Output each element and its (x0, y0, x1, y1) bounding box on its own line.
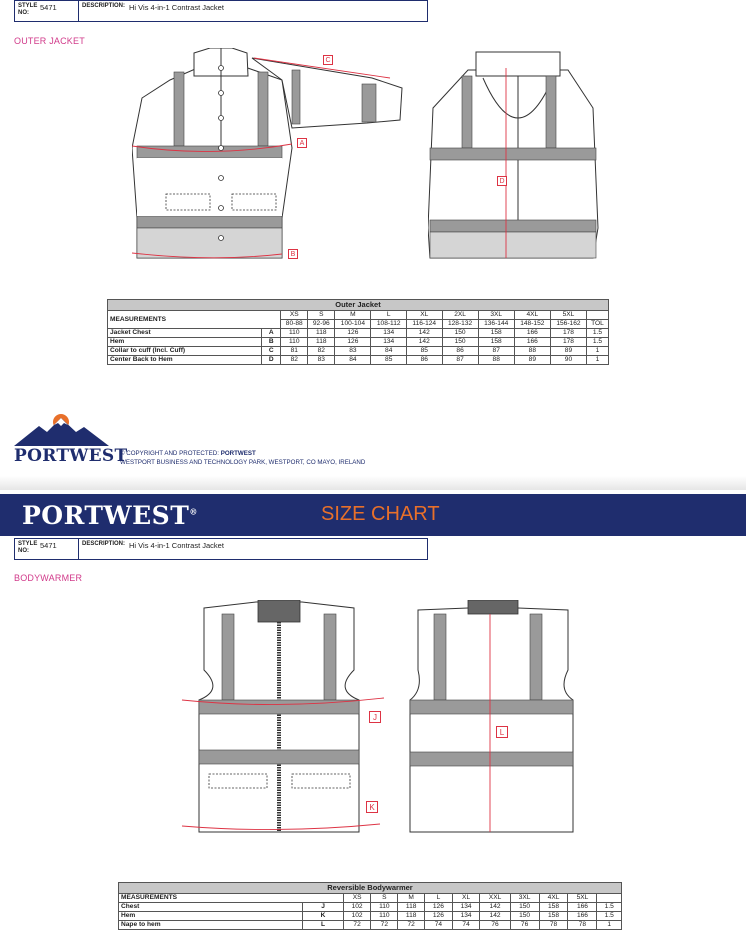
cell: 74 (452, 921, 480, 930)
dim-label-j: J (369, 711, 381, 723)
cell: 142 (480, 912, 510, 921)
outer-jacket-back-diagram (428, 48, 608, 268)
outer-range: 136-144 (478, 320, 514, 329)
outer-range: 148-152 (514, 320, 550, 329)
cell: 166 (568, 903, 597, 912)
cell: 72 (398, 921, 425, 930)
cell: 134 (371, 329, 407, 338)
cell: 126 (335, 338, 371, 347)
tol-cell: 1.5 (587, 338, 609, 347)
row-code: B (262, 338, 281, 347)
portwest-logo-text: PORTWEST (14, 446, 128, 466)
tol-cell: 1 (597, 921, 622, 930)
cell: 158 (539, 903, 568, 912)
cell: 166 (514, 338, 550, 347)
cell: 134 (371, 338, 407, 347)
style-no-label: STYLE NO: (18, 3, 38, 16)
table-row (119, 912, 622, 921)
row-code: L (303, 921, 343, 930)
cell: 90 (550, 356, 586, 365)
outer-range: 80-88 (281, 320, 308, 329)
table-row (119, 903, 622, 912)
cell: 74 (425, 921, 453, 930)
cell: 78 (568, 921, 597, 930)
cell: 158 (539, 912, 568, 921)
body-size-header: 4XL (539, 894, 568, 903)
body-size-header: L (425, 894, 453, 903)
cell: 72 (343, 921, 371, 930)
cell: 76 (480, 921, 510, 930)
cell: 88 (478, 356, 514, 365)
outer-meas-label: MEASUREMENTS (108, 311, 281, 329)
body-table-caption: Reversible Bodywarmer (119, 883, 622, 894)
outer-jacket-front-diagram (132, 48, 422, 268)
tol-cell: 1.5 (597, 912, 622, 921)
outer-size-header: L (371, 311, 407, 320)
row-label: Hem (119, 912, 303, 921)
dim-label-k: K (366, 801, 378, 813)
description-label: DESCRIPTION: (82, 541, 126, 547)
tol-cell: 1 (587, 356, 609, 365)
cell: 142 (406, 338, 442, 347)
table-row (108, 329, 609, 338)
cell: 110 (281, 338, 308, 347)
cell: 102 (343, 912, 371, 921)
cell: 110 (371, 912, 398, 921)
cell: 166 (514, 329, 550, 338)
body-size-header: 3XL (510, 894, 539, 903)
row-code: K (303, 912, 343, 921)
outer-size-header: 2XL (442, 311, 478, 320)
outer-range: 92-96 (308, 320, 335, 329)
cell: 102 (343, 903, 371, 912)
outer-size-header: 5XL (550, 311, 586, 320)
tol-cell: 1.5 (587, 329, 609, 338)
body-size-header: XS (343, 894, 371, 903)
outer-jacket-size-table (107, 299, 609, 365)
cell: 81 (281, 347, 308, 356)
dim-label-b: B (288, 249, 298, 259)
cell: 158 (478, 338, 514, 347)
tol-cell: 1 (587, 347, 609, 356)
cell: 82 (308, 347, 335, 356)
style-no-value: 5471 (40, 541, 57, 550)
cell: 85 (371, 356, 407, 365)
bodywarmer-back-diagram (408, 600, 578, 840)
row-label: Jacket Chest (108, 329, 262, 338)
cell: 84 (371, 347, 407, 356)
style-no-value: 5471 (40, 3, 57, 12)
cell: 166 (568, 912, 597, 921)
cell: 150 (442, 329, 478, 338)
cell: 118 (398, 903, 425, 912)
cell: 158 (478, 329, 514, 338)
cell: 85 (406, 347, 442, 356)
dim-label-a: A (297, 138, 307, 148)
table-row (108, 338, 609, 347)
row-label: Nape to hem (119, 921, 303, 930)
cell: 78 (539, 921, 568, 930)
outer-jacket-heading: OUTER JACKET (14, 36, 85, 46)
cell: 76 (510, 921, 539, 930)
cell: 87 (442, 356, 478, 365)
outer-size-header: M (335, 311, 371, 320)
row-label: Collar to cuff (Incl. Cuff) (108, 347, 262, 356)
banner-title: SIZE CHART (321, 503, 440, 525)
cell: 110 (281, 329, 308, 338)
cell: 150 (510, 912, 539, 921)
outer-size-header: XL (406, 311, 442, 320)
outer-size-header: S (308, 311, 335, 320)
cell: 86 (442, 347, 478, 356)
description-cell (79, 539, 427, 559)
description-cell (79, 1, 427, 21)
style-no-cell (15, 1, 79, 21)
outer-tol-label: TOL (587, 320, 609, 329)
row-code: C (262, 347, 281, 356)
cell: 142 (480, 903, 510, 912)
copyright-prefix: © COPYRIGHT AND PROTECTED: (120, 450, 219, 457)
outer-table-caption: Outer Jacket (108, 300, 609, 311)
body-meas-label: MEASUREMENTS (119, 894, 344, 903)
cell: 126 (425, 903, 453, 912)
cell: 126 (425, 912, 453, 921)
banner-brand-text: PORTWEST (22, 501, 190, 530)
company-address: WESTPORT BUSINESS AND TECHNOLOGY PARK, WESTPORT, CO MAYO, IRELAND (120, 459, 366, 466)
dim-label-l: L (496, 726, 508, 738)
cell: 87 (478, 347, 514, 356)
body-size-header: S (371, 894, 398, 903)
cell: 84 (335, 356, 371, 365)
cell: 83 (335, 347, 371, 356)
cell: 88 (514, 347, 550, 356)
body-size-header: XL (452, 894, 480, 903)
outer-range: 100-104 (335, 320, 371, 329)
page-divider (0, 476, 746, 490)
cell: 150 (442, 338, 478, 347)
bodywarmer-heading: BODYWARMER (14, 573, 83, 583)
cell: 89 (550, 347, 586, 356)
outer-range: 108-112 (371, 320, 407, 329)
dim-label-c: C (323, 55, 333, 65)
cell: 126 (335, 329, 371, 338)
outer-size-header: XS (281, 311, 308, 320)
outer-size-header: 4XL (514, 311, 550, 320)
copyright-brand: PORTWEST (220, 450, 256, 457)
bodywarmer-size-table (118, 882, 622, 930)
description-label: DESCRIPTION: (82, 3, 126, 9)
style-header-top (14, 0, 428, 22)
description-value: Hi Vis 4-in-1 Contrast Jacket (129, 3, 224, 12)
style-no-label: STYLE NO: (18, 541, 38, 554)
cell: 134 (452, 912, 480, 921)
body-size-header: XXL (480, 894, 510, 903)
table-row (108, 347, 609, 356)
cell: 142 (406, 329, 442, 338)
cell: 89 (514, 356, 550, 365)
tol-cell: 1.5 (597, 903, 622, 912)
cell: 134 (452, 903, 480, 912)
body-size-header: M (398, 894, 425, 903)
style-no-cell (15, 539, 79, 559)
cell: 178 (550, 338, 586, 347)
portwest-mountain-logo-icon (14, 410, 109, 446)
outer-tol-blank (587, 311, 609, 320)
row-code: J (303, 903, 343, 912)
cell: 83 (308, 356, 335, 365)
body-size-header: 5XL (568, 894, 597, 903)
outer-range: 116-124 (406, 320, 442, 329)
cell: 118 (308, 329, 335, 338)
dim-label-d: D (497, 176, 507, 186)
row-label: Center Back to Hem (108, 356, 262, 365)
copyright-block (120, 449, 365, 467)
cell: 178 (550, 329, 586, 338)
row-label: Chest (119, 903, 303, 912)
outer-range: 128-132 (442, 320, 478, 329)
table-row (108, 356, 609, 365)
body-tol-blank (597, 894, 622, 903)
row-label: Hem (108, 338, 262, 347)
cell: 72 (371, 921, 398, 930)
row-code: A (262, 329, 281, 338)
table-row (119, 921, 622, 930)
row-code: D (262, 356, 281, 365)
cell: 110 (371, 903, 398, 912)
cell: 118 (398, 912, 425, 921)
cell: 86 (406, 356, 442, 365)
description-value: Hi Vis 4-in-1 Contrast Jacket (129, 541, 224, 550)
outer-range: 156-162 (550, 320, 586, 329)
outer-size-header: 3XL (478, 311, 514, 320)
banner-brand: PORTWEST® (22, 501, 198, 530)
cell: 82 (281, 356, 308, 365)
style-header-bottom (14, 538, 428, 560)
cell: 118 (308, 338, 335, 347)
cell: 150 (510, 903, 539, 912)
bodywarmer-front-diagram (174, 600, 384, 840)
size-chart-banner (0, 494, 746, 536)
